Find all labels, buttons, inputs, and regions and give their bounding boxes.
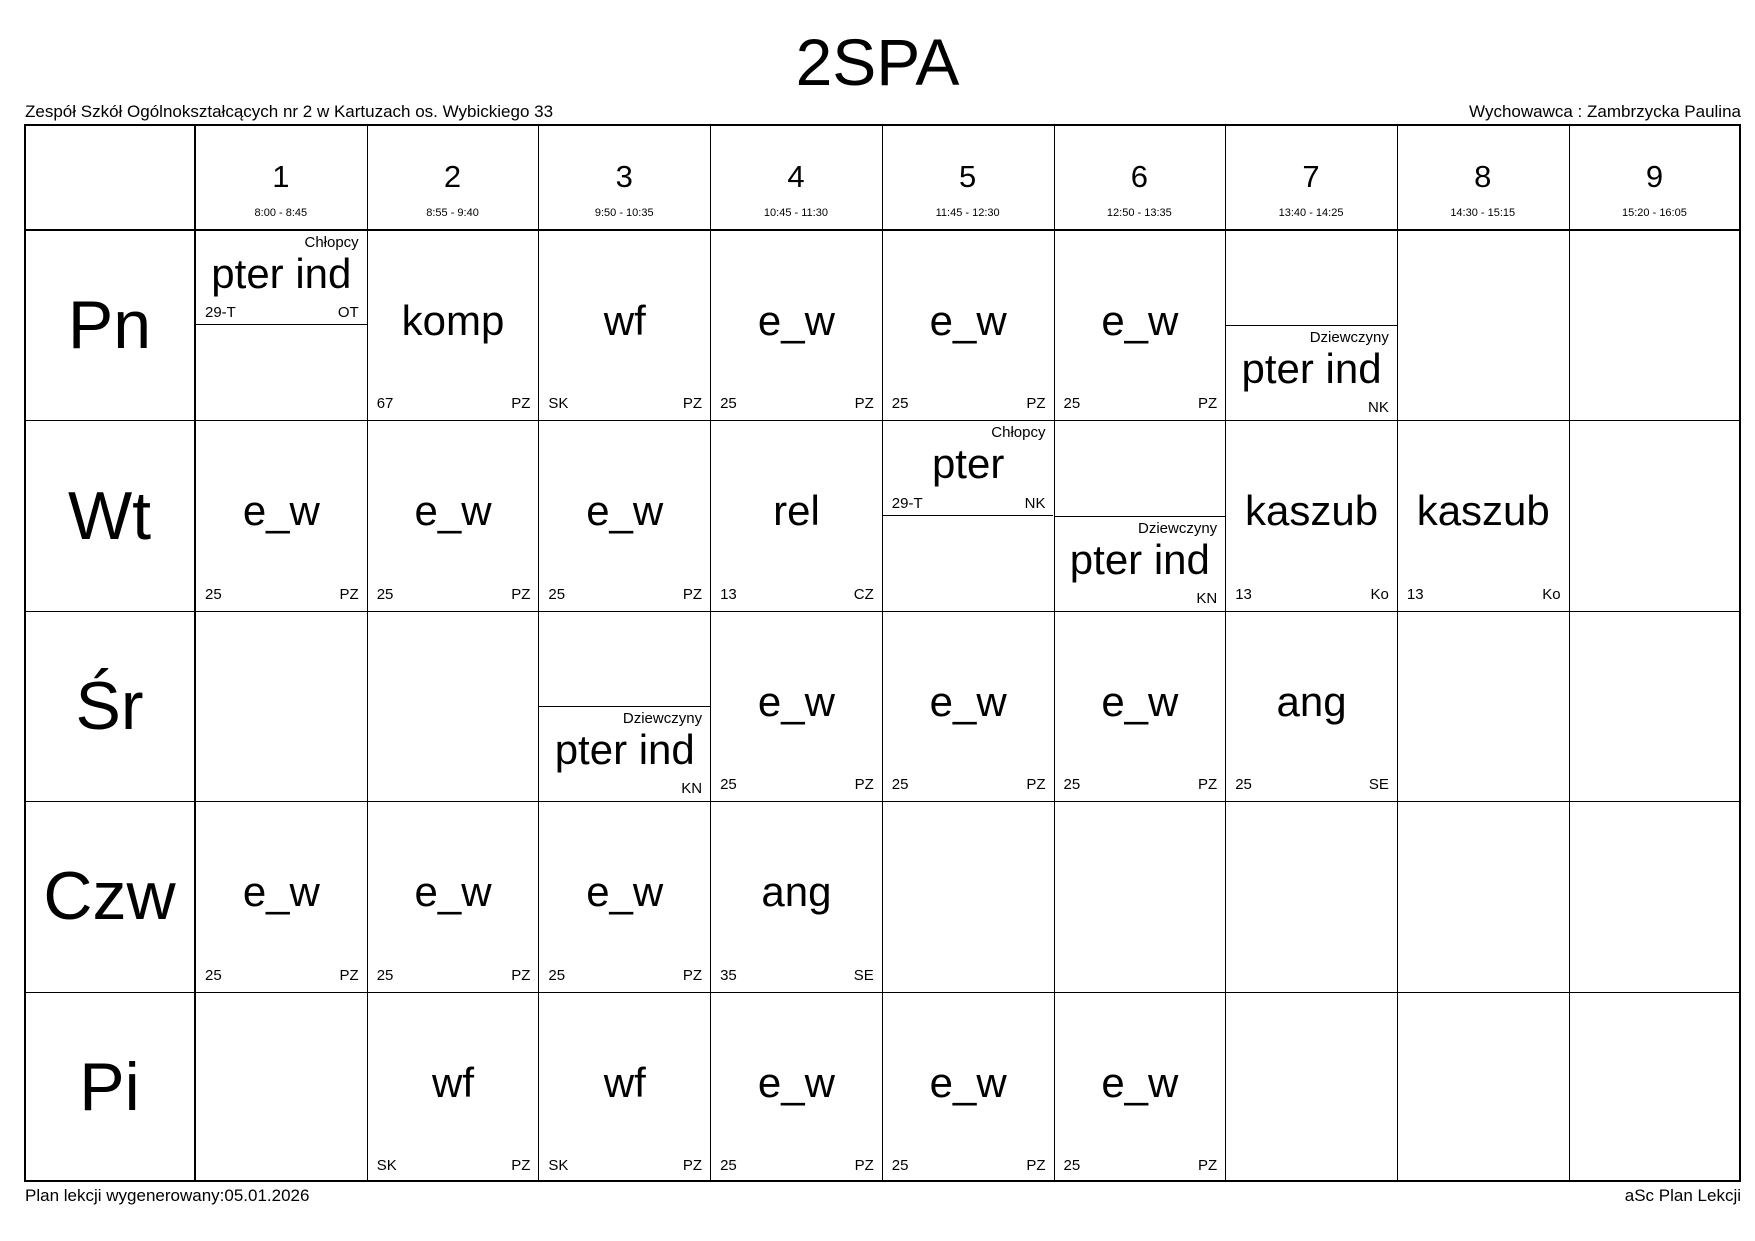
day-label: Wt <box>67 477 152 554</box>
period-header <box>367 124 539 230</box>
room-number: 25 <box>205 585 222 603</box>
homeroom-teacher: Wychowawca : Zambrzycka Paulina <box>1469 102 1741 121</box>
room-number: 25 <box>548 966 566 984</box>
period-number: 8 <box>1474 159 1492 194</box>
teacher-code: PZ <box>339 585 359 603</box>
room-number: 25 <box>891 395 909 413</box>
lesson-cell[interactable] <box>539 801 710 991</box>
teacher-code: SE <box>1368 776 1389 794</box>
period-number: 2 <box>443 159 462 194</box>
period-number: 9 <box>1645 159 1664 194</box>
period-number: 6 <box>1130 159 1148 194</box>
lesson-cell[interactable] <box>1398 420 1569 610</box>
room-number: 25 <box>548 585 566 603</box>
teacher-code: PZ <box>682 585 703 603</box>
subject-name: pter ind <box>1241 345 1382 393</box>
lesson-cell[interactable] <box>1226 325 1397 420</box>
period-header <box>1569 124 1741 230</box>
teacher-code: PZ <box>1026 776 1046 794</box>
period-header <box>882 124 1054 230</box>
teacher-code: PZ <box>1198 395 1218 413</box>
lesson-cell[interactable] <box>196 230 367 325</box>
period-time: 11:45 - 12:30 <box>935 207 1000 219</box>
teacher-code: KN <box>1196 589 1218 607</box>
subject-name: e_w <box>929 1058 1007 1106</box>
lesson-cell[interactable] <box>196 801 367 991</box>
lesson-cell[interactable] <box>711 992 882 1182</box>
period-header <box>1397 124 1569 230</box>
subject-name: e_w <box>929 677 1007 725</box>
split-divider <box>883 515 1054 516</box>
teacher-code: PZ <box>1198 776 1218 794</box>
teacher-code: PZ <box>1026 395 1046 413</box>
teacher-code: PZ <box>511 585 531 603</box>
day-label: Pi <box>79 1048 140 1125</box>
split-divider <box>539 706 710 707</box>
teacher-code: PZ <box>511 966 531 984</box>
period-number: 3 <box>615 159 633 194</box>
teacher-code: KN <box>681 780 703 798</box>
teacher-code: NK <box>1024 494 1046 512</box>
subject-name: e_w <box>586 868 664 916</box>
lesson-cell[interactable] <box>711 611 882 801</box>
period-number: 4 <box>787 159 805 194</box>
column-divider <box>1569 124 1570 1182</box>
lesson-cell[interactable] <box>711 420 882 610</box>
period-time: 13:40 - 14:25 <box>1278 207 1344 219</box>
subject-name: kaszub <box>1244 487 1379 535</box>
period-header <box>710 124 882 230</box>
lesson-cell[interactable] <box>1226 611 1397 801</box>
subject-name: ang <box>761 868 832 916</box>
subject-name: pter ind <box>1069 535 1210 583</box>
lesson-cell[interactable] <box>368 992 539 1182</box>
room-number: SK <box>548 1156 569 1174</box>
period-time: 8:55 - 9:40 <box>426 207 479 219</box>
column-divider <box>1397 124 1398 1182</box>
teacher-code: PZ <box>854 395 874 413</box>
subject-name: pter ind <box>211 250 352 297</box>
lesson-cell[interactable] <box>711 230 882 420</box>
room-number: 25 <box>720 776 737 794</box>
group-label: Dziewczyny <box>622 710 703 727</box>
room-number: 25 <box>891 776 909 794</box>
group-label: Chłopcy <box>304 234 359 251</box>
teacher-code: PZ <box>339 966 359 984</box>
period-time: 12:50 - 13:35 <box>1106 207 1172 219</box>
lesson-cell[interactable] <box>368 230 539 420</box>
period-time: 14:30 - 15:15 <box>1450 207 1516 219</box>
subject-name: e_w <box>757 677 835 725</box>
period-number: 5 <box>959 159 977 194</box>
teacher-code: SE <box>853 966 874 984</box>
lesson-cell[interactable] <box>539 420 710 610</box>
room-number: 25 <box>1063 1156 1081 1174</box>
subject-name: e_w <box>1101 297 1179 344</box>
teacher-code: PZ <box>511 1156 531 1174</box>
teacher-code: PZ <box>854 776 874 794</box>
period-time: 10:45 - 11:30 <box>763 207 828 219</box>
software-brand: aSc Plan Lekcji <box>1624 1186 1741 1205</box>
lesson-cell[interactable] <box>539 230 710 420</box>
lesson-cell[interactable] <box>539 706 710 801</box>
period-header <box>1054 124 1226 230</box>
room-number: SK <box>376 1156 397 1174</box>
period-header <box>1225 124 1397 230</box>
subject-name: e_w <box>757 1058 835 1106</box>
room-number: 67 <box>376 395 394 413</box>
subject-name: e_w <box>242 487 320 535</box>
teacher-code: Ko <box>1542 585 1561 603</box>
teacher-code: CZ <box>853 585 874 603</box>
room-number: 25 <box>720 1156 737 1174</box>
group-label: Dziewczyny <box>1309 329 1389 347</box>
period-time: 9:50 - 10:35 <box>594 207 654 219</box>
subject-name: e_w <box>929 297 1007 344</box>
period-time: 8:00 - 8:45 <box>254 207 308 219</box>
teacher-code: PZ <box>682 1156 703 1174</box>
subject-name: komp <box>401 297 505 344</box>
page-title: 2SPA <box>795 25 960 99</box>
room-number: 29-T <box>891 494 923 512</box>
split-divider <box>196 324 367 325</box>
room-number: 35 <box>720 966 737 984</box>
subject-name: e_w <box>757 297 835 344</box>
room-number: 25 <box>376 966 394 984</box>
teacher-code: NK <box>1368 399 1389 417</box>
day-label: Czw <box>43 858 176 935</box>
subject-name: wf <box>603 297 646 344</box>
room-number: 25 <box>1063 395 1081 413</box>
group-label: Chłopcy <box>991 424 1046 442</box>
room-number: 13 <box>1406 585 1424 603</box>
lesson-cell[interactable] <box>368 420 539 610</box>
room-number: 25 <box>720 395 737 413</box>
day-label: Pn <box>67 287 152 364</box>
day-label: Śr <box>75 667 144 744</box>
subject-name: e_w <box>586 487 664 535</box>
split-divider <box>1055 516 1226 517</box>
subject-name: e_w <box>1101 677 1179 725</box>
school-name: Zespół Szkół Ogólnokształcących nr 2 w Kartuzach os. Wybickiego 33 <box>25 102 554 121</box>
generated-date: Plan lekcji wygenerowany:05.01.2026 <box>25 1186 310 1205</box>
teacher-code: Ko <box>1370 585 1389 603</box>
room-number: 13 <box>720 585 737 603</box>
teacher-code: PZ <box>854 1156 874 1174</box>
lesson-cell[interactable] <box>1055 230 1226 420</box>
teacher-code: OT <box>337 304 359 322</box>
teacher-code: PZ <box>682 395 703 413</box>
period-number: 7 <box>1302 159 1320 194</box>
subject-name: e_w <box>1101 1058 1179 1106</box>
subject-name: ang <box>1276 677 1347 725</box>
lesson-cell[interactable] <box>883 992 1054 1182</box>
lesson-cell[interactable] <box>883 230 1054 420</box>
period-time: 15:20 - 16:05 <box>1622 207 1687 219</box>
room-number: SK <box>548 395 569 413</box>
room-number: 25 <box>376 585 394 603</box>
room-number: 25 <box>1063 776 1081 794</box>
teacher-code: PZ <box>682 966 703 984</box>
lesson-cell[interactable] <box>883 420 1054 515</box>
lesson-cell[interactable] <box>883 611 1054 801</box>
subject-name: pter ind <box>554 726 695 773</box>
subject-name: wf <box>432 1058 475 1106</box>
teacher-code: PZ <box>1198 1156 1218 1174</box>
subject-name: rel <box>773 487 820 535</box>
period-number: 1 <box>272 159 290 194</box>
room-number: 25 <box>891 1156 909 1174</box>
period-header <box>195 124 367 230</box>
subject-name: e_w <box>414 487 492 535</box>
subject-name: kaszub <box>1416 487 1550 535</box>
lesson-cell[interactable] <box>711 801 882 991</box>
subject-name: e_w <box>242 868 320 916</box>
subject-name: e_w <box>414 868 492 916</box>
lesson-cell[interactable] <box>368 801 539 991</box>
room-number: 29-T <box>205 304 236 322</box>
group-label: Dziewczyny <box>1138 519 1218 537</box>
lesson-cell[interactable] <box>1055 992 1226 1182</box>
lesson-cell[interactable] <box>539 992 710 1182</box>
room-number: 25 <box>1235 776 1252 794</box>
lesson-cell[interactable] <box>1226 420 1397 610</box>
teacher-code: PZ <box>511 395 531 413</box>
lesson-cell[interactable] <box>1055 611 1226 801</box>
teacher-code: PZ <box>1026 1156 1046 1174</box>
subject-name: pter <box>931 440 1005 488</box>
split-divider <box>1226 325 1397 326</box>
room-number: 13 <box>1235 585 1252 603</box>
room-number: 25 <box>205 966 222 984</box>
subject-name: wf <box>603 1058 646 1106</box>
period-header <box>538 124 710 230</box>
lesson-cell[interactable] <box>196 420 367 610</box>
lesson-cell[interactable] <box>1055 516 1226 611</box>
